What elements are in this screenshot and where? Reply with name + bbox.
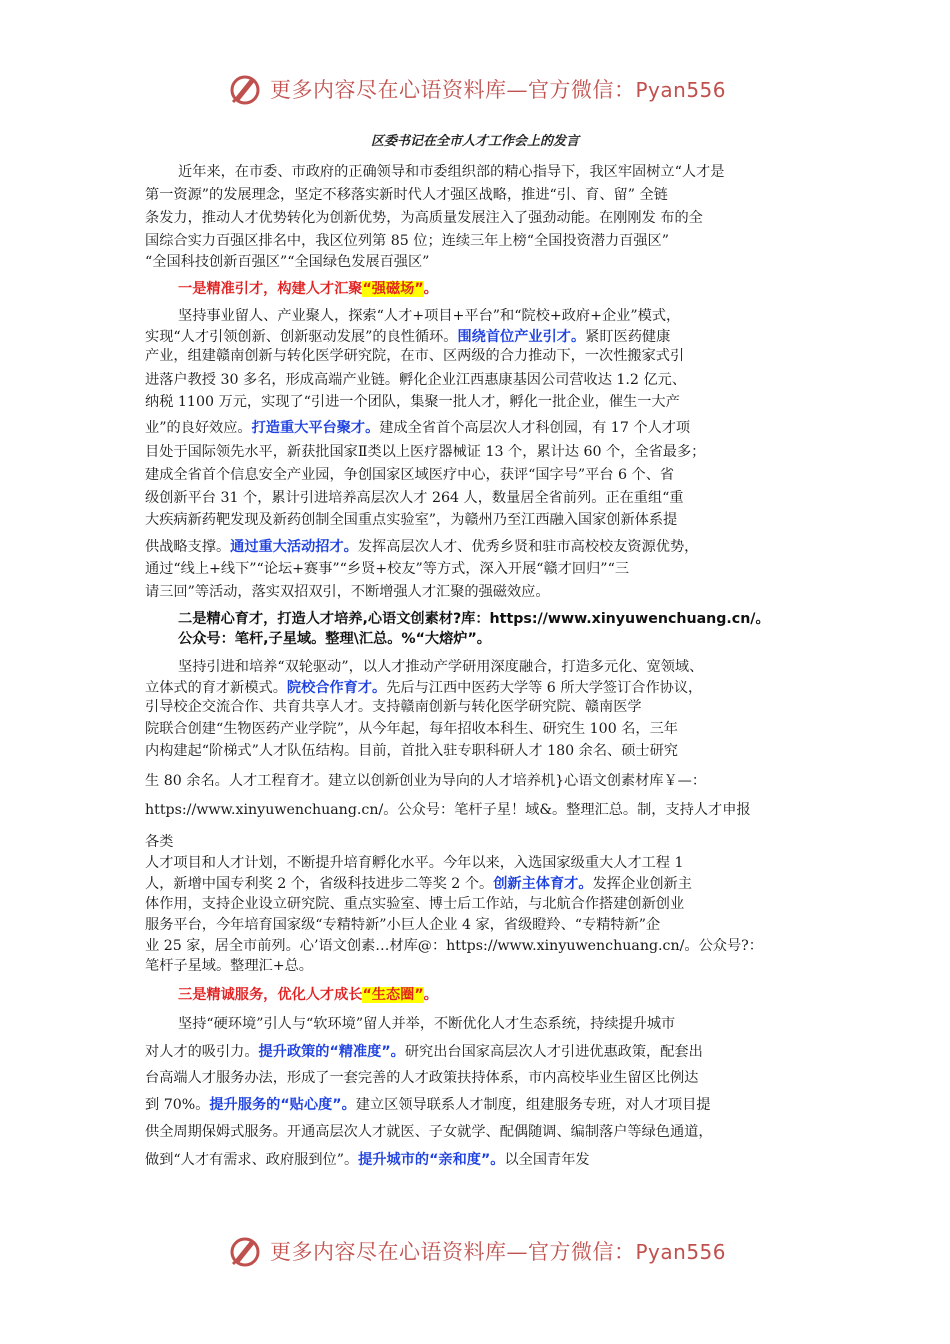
s1-line-10: 大疾病新药靶发现及新药创制全国重点实验室”，为赣州乃至江西融入国家创新体系提 bbox=[145, 512, 678, 528]
subhead-yuanxiao: 院校合作育才。 bbox=[286, 680, 387, 696]
s2-line-9: 人才项目和人才计划，不断提升培育孵化水平。今年以来，入选国家级重大人才工程 1 bbox=[145, 855, 684, 871]
subhead-chuangxin: 创新主体育才。 bbox=[493, 876, 593, 892]
p1-line-5: “全国科技创新百强区”“全国绿色发展百强区” bbox=[145, 254, 430, 270]
s1-line-5: 纳税 1100 万元，实现了“引进一个团队，集聚一批人才，孵化一批企业，催生一大产 bbox=[145, 394, 680, 410]
subhead-zhengce: 提升政策的“精准度”。 bbox=[258, 1044, 405, 1060]
header-banner bbox=[0, 70, 950, 110]
s1-line-3: 产业，组建赣南创新与转化医学研究院，在市、区两级的合力推动下，一次性搬家式引 bbox=[145, 348, 685, 364]
section-heading-3: 三是精诚服务，优化人才成长“生态圈”。 bbox=[178, 987, 438, 1003]
p1-line-3: 条发力，推动人才优势转化为创新优势，为高质量发展注入了强劲动能。在刚刚发 布的全 bbox=[145, 210, 703, 226]
s1-line-6: 业”的良好效应。打造重大平台聚才。建成全省首个高层次人才科创园，有 17 个人才项 bbox=[145, 420, 691, 436]
s1-line-4: 进落户教授 30 多名，形成高端产业链。孵化企业江西惠康基因公司营收达 1.2 亿元、 bbox=[145, 372, 687, 388]
brand-logo-icon bbox=[225, 72, 265, 108]
s2-line-8: 各类 bbox=[145, 834, 174, 850]
footer-banner bbox=[0, 1232, 950, 1272]
subhead-huodong: 通过重大活动招才。 bbox=[230, 539, 358, 555]
s2-line-14: 笔杆子星域。整理汇+总。 bbox=[145, 958, 313, 974]
s3-line-2: 对人才的吸引力。提升政策的“精准度”。研究出台国家高层次人才引进优惠政策，配套出 bbox=[145, 1044, 703, 1060]
banner-text: 更多内容尽在心语资料库—官方微信：Pyan556 bbox=[270, 78, 727, 102]
subhead-shouwei: 围绕首位产业引才。 bbox=[457, 329, 586, 345]
banner-wechat: Pyan556 bbox=[635, 78, 727, 102]
brand-logo-icon bbox=[225, 1234, 265, 1270]
s1-line-1: 坚持事业留人、产业聚人，探索“人才+项目+平台”和“院校+政府+企业”模式， bbox=[178, 308, 681, 324]
s1-line-12: 通过“线上+线下”“论坛+赛事”“乡贤+校友”等方式，深入开展“赣才回归”“三 bbox=[145, 561, 630, 577]
s2-line-6: 生 80 余名。人才工程育才。建立以创新创业为导向的人才培养机}心语文创素材库￥—： bbox=[145, 773, 707, 789]
s2-line-2: 立体式的育才新模式。院校合作育才。先后与江西中医药大学等 6 所大学签订合作协议， bbox=[145, 680, 703, 696]
s1-line-8: 建成全省首个信息安全产业园，争创国家区域医疗中心，获评“国字号”平台 6 个、省 bbox=[145, 467, 675, 483]
s2-line-5: 内构建起“阶梯式”人才队伍结构。目前，首批入驻专职科研人才 180 余名、硕士研究 bbox=[145, 743, 678, 759]
s3-line-3: 台高端人才服务办法，形成了一套完善的人才政策扶持体系，市内高校毕业生留区比例达 bbox=[145, 1070, 699, 1086]
highlight-shengtaiquan: “生态圈” bbox=[362, 987, 424, 1003]
s2-line-10: 人，新增中国专利奖 2 个，省级科技进步二等奖 2 个。创新主体育才。发挥企业创新主 bbox=[145, 876, 692, 892]
p1-line-1: 近年来，在市委、市政府的正确领导和市委组织部的精心指导下，我区牢固树立“人才是 bbox=[178, 164, 725, 180]
section-heading-2-line-1: 二是精心育才，打造人才培养,心语文创素材?库：https://www.xinyuwenchuang.cn/。 bbox=[178, 611, 770, 627]
s1-line-9: 级创新平台 31 个，累计引进培养高层次人才 264 人，数量居全省前列。正在重组“重 bbox=[145, 490, 684, 506]
p1-line-4: 国综合实力百强区排名中，我区位列第 85 位；连续三年上榜“全国投资潜力百强区” bbox=[145, 233, 669, 249]
s1-line-13: 请三回”等活动，落实双招双引，不断增强人才汇聚的强磁效应。 bbox=[145, 584, 550, 600]
s2-line-11: 体作用，支持企业设立研究院、重点实验室、博士后工作站，与北航合作搭建创新创业 bbox=[145, 896, 685, 912]
s1-line-11: 供战略支撑。通过重大活动招才。发挥高层次人才、优秀乡贤和驻市高校校友资源优势， bbox=[145, 539, 699, 555]
s2-line-4: 院联合创建“生物医药产业学院”，从今年起，每年招收本科生、研究生 100 名，三年 bbox=[145, 721, 678, 737]
highlight-qiangcichang: “强磁场” bbox=[362, 281, 424, 297]
subhead-fuwu: 提升服务的“贴心度”。 bbox=[209, 1097, 356, 1113]
s1-line-2: 实现“人才引领创新、创新驱动发展”的良性循环。围绕首位产业引才。紧盯医药健康 bbox=[145, 329, 671, 345]
s3-line-1: 坚持“硬环境”引人与“软环境”留人并举，不断优化人才生态系统，持续提升城市 bbox=[178, 1016, 676, 1032]
banner-wechat: Pyan556 bbox=[635, 1240, 727, 1264]
banner-text: 更多内容尽在心语资料库—官方微信：Pyan556 bbox=[270, 1240, 727, 1264]
s3-line-6: 做到“人才有需求、政府服到位”。提升城市的“亲和度”。以全国青年发 bbox=[145, 1152, 590, 1168]
section-heading-1: 一是精准引才，构建人才汇聚“强磁场”。 bbox=[178, 281, 438, 297]
p1-line-2: 第一资源”的发展理念，坚定不移落实新时代人才强区战略，推进“引、育、留” 全链 bbox=[145, 187, 668, 203]
s2-line-1: 坚持引进和培养“双轮驱动”，以人才推动产学研用深度融合，打造多元化、宽领域、 bbox=[178, 659, 704, 675]
s2-line-12: 服务平台，今年培育国家级“专精特新”小巨人企业 4 家，省级瞪羚、“专精特新”企 bbox=[145, 917, 661, 933]
s2-line-13: 业 25 家，居全市前列。心’语文创素…材库@：https://www.xinyuwenchuang.cn/。公众号?： bbox=[145, 938, 763, 954]
s2-line-3: 引导校企交流合作、共育共享人才。支持赣南创新与转化医学研究院、赣南医学 bbox=[145, 699, 642, 715]
section-heading-2-line-2: 公众号：笔杆,子星域。整理\汇总。%“大熔炉”。 bbox=[178, 631, 491, 647]
s2-line-7: https://www.xinyuwenchuang.cn/。公众号：笔杆子星！域&。整理汇总。制，支持人才申报 bbox=[145, 802, 751, 818]
s3-line-5: 供全周期保姆式服务。开通高层次人才就医、子女就学、配偶随调、编制落户等绿色通道， bbox=[145, 1124, 713, 1140]
subhead-pingtai: 打造重大平台聚才。 bbox=[251, 420, 380, 436]
document-title: 区委书记在全市人才工作会上的发言 bbox=[370, 134, 579, 149]
subhead-chengshi: 提升城市的“亲和度”。 bbox=[358, 1152, 505, 1168]
s1-line-7: 目处于国际领先水平，新获批国家Ⅱ类以上医疗器械证 13 个，累计达 60 个，全省最多； bbox=[145, 444, 706, 460]
s3-line-4: 到 70%。提升服务的“贴心度”。建立区领导联系人才制度，组建服务专班，对人才项目提 bbox=[145, 1097, 711, 1113]
